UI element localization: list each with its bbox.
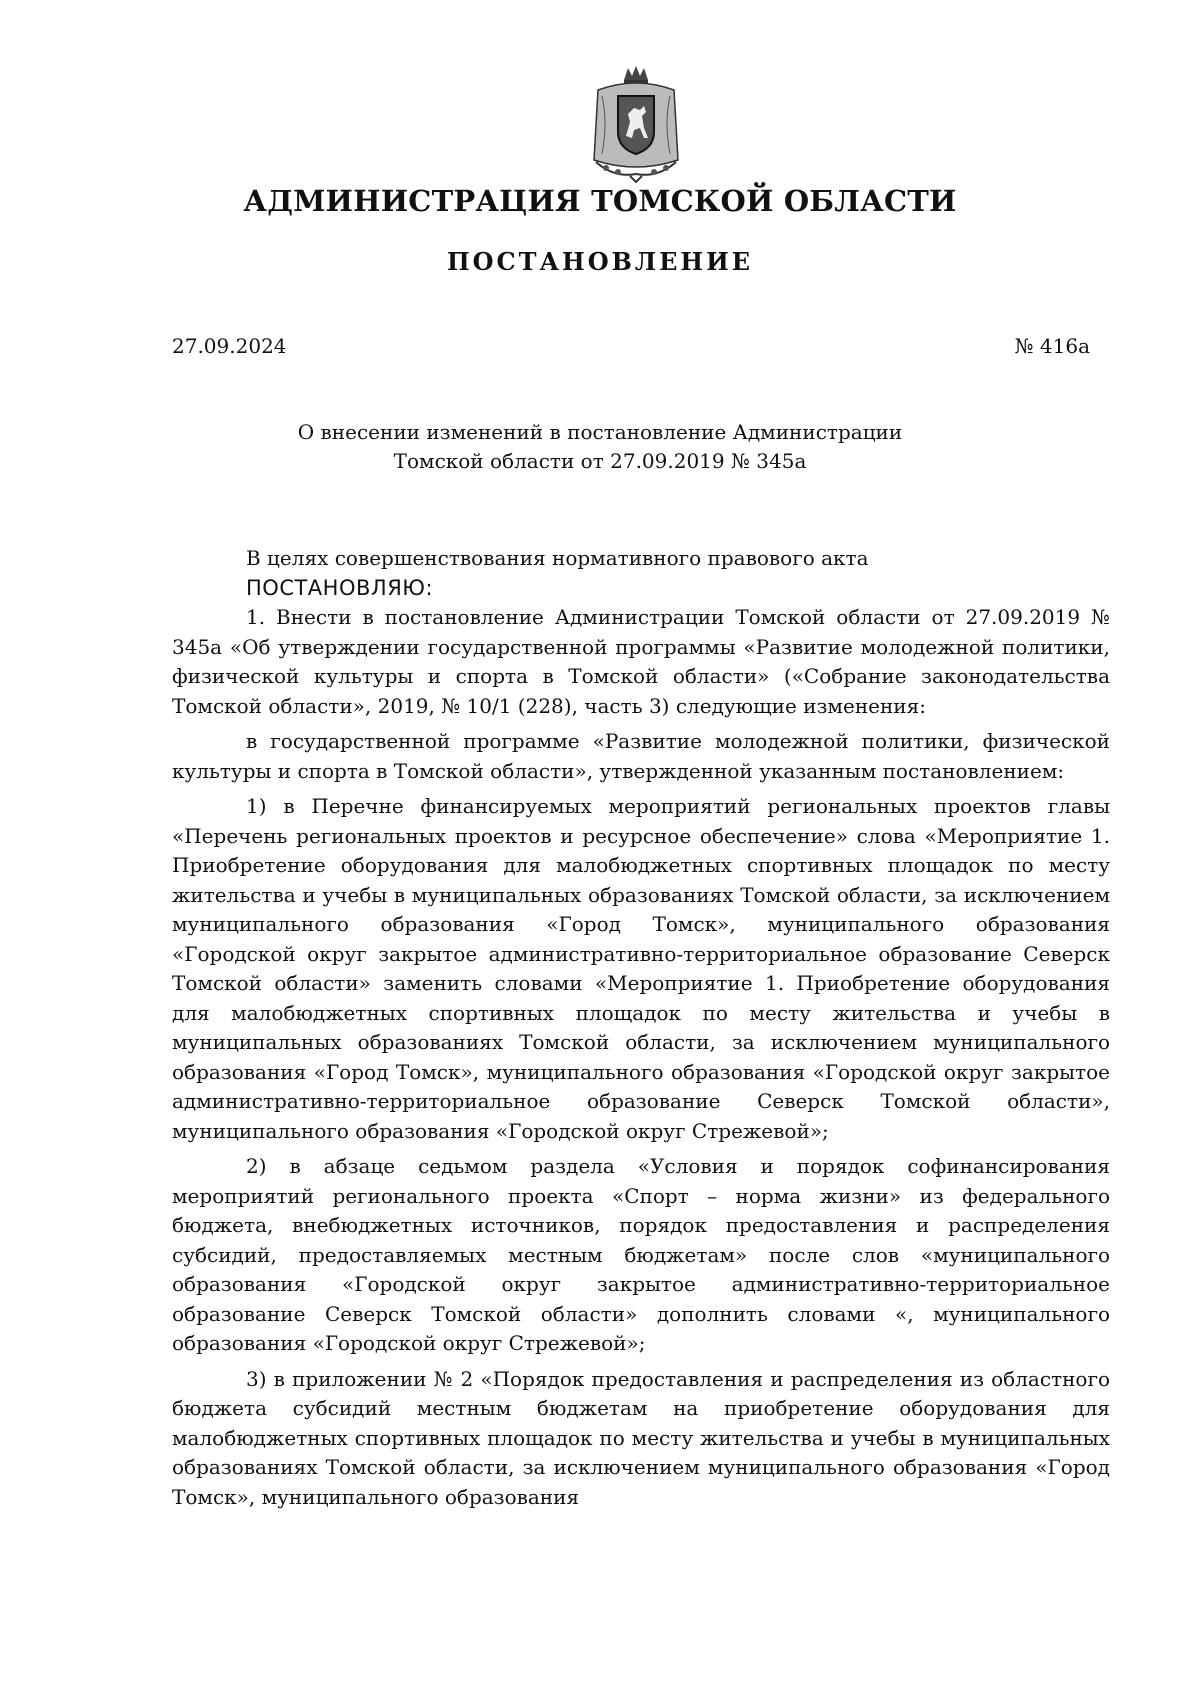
intro-paragraph: В целях совершенствования нормативного правового акта <box>246 546 869 570</box>
decree-word: ПОСТАНОВЛЯЮ: <box>246 575 434 600</box>
paragraph-1: 1. Внести в постановление Администрации Томской области от 27.09.2019 № 345а «Об утверждении государственной программы «Развитие молодежной политики, физической культуры и спорта в Томской области» («Собрание законодательства Томской области», 2019, № 10/1 (228), часть 3) следующие изменения: <box>172 605 1110 718</box>
subject-line-1: О внесении изменений в постановление Администрации <box>297 420 903 444</box>
document-number: № 416а <box>1014 334 1090 358</box>
paragraph-2: в государственной программе «Развитие молодежной политики, физической культуры и спорта в Томской области», утвержденной указанным постановлением: <box>172 729 1110 783</box>
paragraph-4: 2) в абзаце седьмом раздела «Условия и порядок софинансирования мероприятий регионального проекта «Спорт – норма жизни» из федерального бюджета, внебюджетных источников, порядок предоставления и распределения субсидий, предоставляемых местным бюджетам» после слов «муниципального образования «Городской округ закрытое административно-территориальное образование Северск Томской области» дополнить словами «, муниципального образования «Городской округ Стрежевой»; <box>172 1154 1110 1355</box>
paragraph-5: 3) в приложении № 2 «Порядок предоставления и распределения из областного бюджета субсидий местным бюджетам на приобретение оборудования для малобюджетных спортивных площадок по месту жительства и учебы в муниципальных образованиях Томской области, за исключением муниципального образования «Город Томск», муниципального образования <box>172 1366 1110 1509</box>
subject-line-2: Томской области от 27.09.2019 № 345а <box>393 449 807 473</box>
organization-title: АДМИНИСТРАЦИЯ ТОМСКОЙ ОБЛАСТИ <box>243 184 957 218</box>
document-subject <box>230 418 970 476</box>
coat-of-arms-icon <box>584 62 688 184</box>
document-body <box>172 544 1110 1512</box>
paragraph-3: 1) в Перечне финансируемых мероприятий региональных проектов главы «Перечень региональных проектов и ресурсное обеспечение» слова «Мероприятие 1. Приобретение оборудования для малобюджетных спортивных площадок по месту жительства и учебы в муниципальных образованиях Томской области, за исключением муниципального образования «Город Томск», муниципального образования «Городской округ закрытое административно-территориальное образование Северск Томской области» заменить словами «Мероприятие 1. Приобретение оборудования для малобюджетных спортивных площадок по месту жительства и учебы в муниципальных образованиях Томской области, за исключением муниципального образования «Город Томск», муниципального образования «Городской округ закрытое административно-территориальное образование Северск Томской области», муниципального образования «Городской округ Стрежевой»; <box>172 794 1110 1143</box>
document-type: ПОСТАНОВЛЕНИЕ <box>446 247 754 276</box>
document-date: 27.09.2024 <box>172 334 287 358</box>
